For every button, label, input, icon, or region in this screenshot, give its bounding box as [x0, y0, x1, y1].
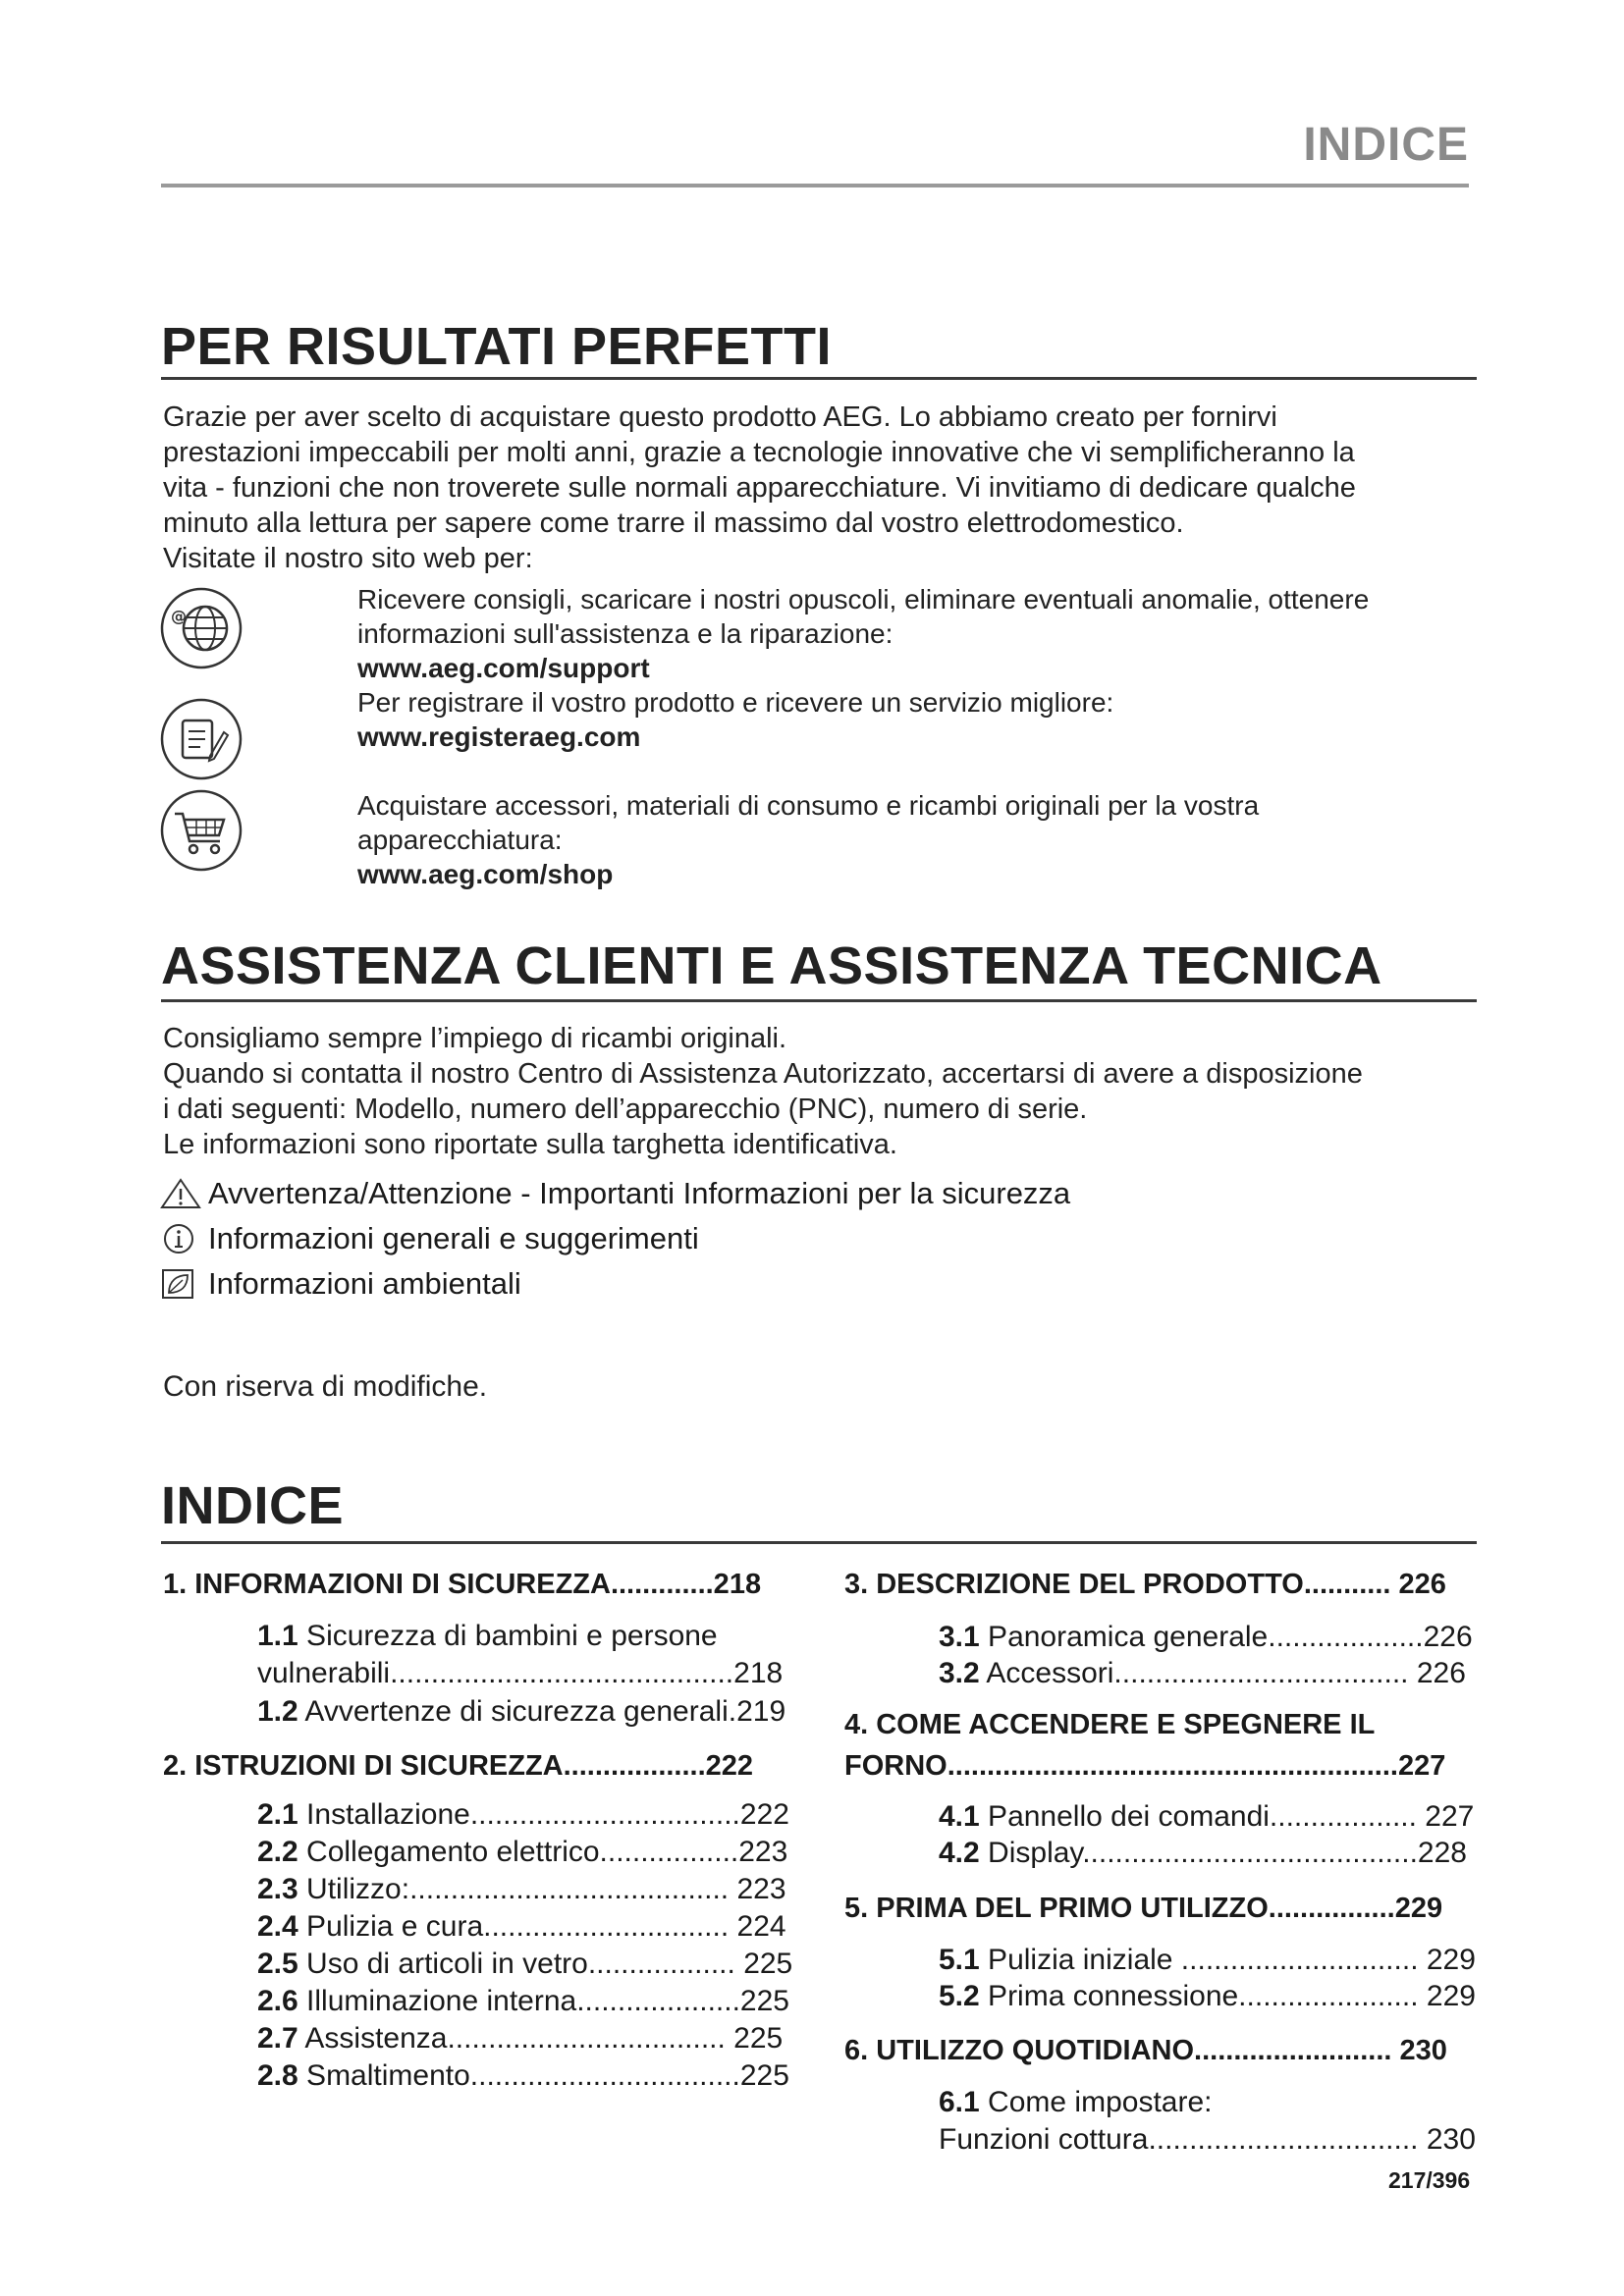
legend-info	[159, 1216, 1070, 1261]
intro-line: minuto alla lettura per sapere come trarre il massimo dal vostro elettrodomestico.	[163, 507, 1184, 539]
toc-chapter-4-cont[interactable]: FORNO.........................................................227	[844, 1750, 1446, 1782]
toc-chapter-6[interactable]: 6. UTILIZZO QUOTIDIANO......................... 230	[844, 2035, 1447, 2066]
register-line: Per registrare il vostro prodotto e ricevere un servizio migliore:	[357, 687, 1114, 718]
toc-num: 3.1	[939, 1621, 980, 1653]
toc-item-6-1-cont[interactable]: Funzioni cottura................................. 230	[939, 2123, 1476, 2156]
toc-chapter-5[interactable]: 5. PRIMA DEL PRIMO UTILIZZO................229	[844, 1893, 1443, 1924]
toc-chapter-2[interactable]: 2. ISTRUZIONI DI SICUREZZA..................222	[163, 1750, 754, 1782]
toc-chapter-3[interactable]: 3. DESCRIZIONE DEL PRODOTTO........... 226	[844, 1569, 1446, 1600]
toc-num: 1.1	[257, 1620, 298, 1652]
toc-num: 2.4	[257, 1910, 298, 1943]
toc-item-1-1[interactable]	[257, 1620, 718, 1653]
toc-text: Display.........................................228	[979, 1837, 1467, 1869]
toc-num: 6.1	[939, 2086, 980, 2118]
toc-item[interactable]	[257, 1910, 792, 1948]
svg-text:@: @	[171, 607, 187, 625]
toc-item[interactable]	[257, 1873, 792, 1910]
header-rule	[161, 184, 1469, 187]
warning-icon	[159, 1177, 202, 1210]
toc-num: 2.2	[257, 1836, 298, 1868]
toc-num: 1.2	[257, 1695, 298, 1728]
intro-line: vita - funzioni che non troverete sulle normali apparecchiature. Vi invitiamo di dedicare qualche	[163, 472, 1356, 504]
globe-icon	[159, 586, 244, 670]
toc-item-4-1[interactable]	[939, 1800, 1474, 1834]
toc-item-1-2[interactable]	[257, 1695, 785, 1729]
section-rule	[161, 1541, 1477, 1544]
info-icon	[159, 1222, 202, 1255]
section-rule	[161, 999, 1477, 1002]
toc-item-1-1-cont[interactable]: vulnerabili..........................................218	[257, 1657, 784, 1689]
toc-text: Illuminazione interna....................225	[298, 1985, 789, 2017]
toc-text: Pulizia iniziale ............................. 229	[979, 1944, 1476, 1976]
section-rule	[161, 377, 1477, 380]
intro-line: Grazie per aver scelto di acquistare questo prodotto AEG. Lo abbiamo creato per fornirvi	[163, 401, 1277, 433]
toc-num: 2.8	[257, 2059, 298, 2092]
toc-item-5-1[interactable]	[939, 1944, 1476, 1977]
toc-num: 2.7	[257, 2022, 298, 2055]
shop-block	[357, 788, 1259, 891]
support-line: informazioni sull'assistenza e la riparazione:	[357, 618, 893, 649]
shop-line: apparecchiatura:	[357, 825, 563, 855]
assistance-line: Consigliamo sempre l’impiego di ricambi originali.	[163, 1023, 787, 1054]
visit-line: Visitate il nostro sito web per:	[163, 543, 533, 574]
toc-text: Uso di articoli in vetro.................. 225	[298, 1948, 793, 1980]
support-link[interactable]: www.aeg.com/support	[357, 653, 650, 683]
toc-item-3-1[interactable]	[939, 1621, 1473, 1654]
toc-text: Assistenza.................................. 225	[298, 2022, 784, 2055]
assistance-line: Quando si contatta il nostro Centro di Assistenza Autorizzato, accertarsi di avere a disposizione	[163, 1058, 1363, 1090]
toc-num: 2.6	[257, 1985, 298, 2017]
legend-text: Informazioni ambientali	[208, 1266, 521, 1301]
support-block	[357, 582, 1369, 754]
register-link[interactable]: www.registeraeg.com	[357, 721, 641, 752]
shop-line: Acquistare accessori, materiali di consumo e ricambi originali per la vostra	[357, 790, 1260, 821]
register-icon	[159, 697, 244, 781]
toc-num: 2.1	[257, 1798, 298, 1831]
toc-text: Smaltimento.................................225	[298, 2059, 789, 2092]
section-title-assistance: ASSISTENZA CLIENTI E ASSISTENZA TECNICA	[161, 936, 1382, 995]
legend-environment	[159, 1261, 1070, 1307]
assistance-paragraph	[163, 1021, 1363, 1162]
legend-text: Avvertenza/Attenzione - Importanti Informazioni per la sicurezza	[208, 1176, 1071, 1210]
toc-num: 2.3	[257, 1873, 298, 1905]
shop-link[interactable]: www.aeg.com/shop	[357, 859, 614, 889]
toc-text: Installazione.................................222	[298, 1798, 789, 1831]
toc-chapter-4[interactable]: 4. COME ACCENDERE E SPEGNERE IL	[844, 1709, 1376, 1740]
toc-text: Come impostare:	[979, 2086, 1213, 2118]
assistance-line: Le informazioni sono riportate sulla targhetta identificativa.	[163, 1129, 897, 1160]
toc-item-6-1[interactable]	[939, 2086, 1212, 2119]
toc-item[interactable]	[257, 2059, 792, 2097]
toc-item-5-2[interactable]	[939, 1980, 1476, 2013]
support-line: Ricevere consigli, scaricare i nostri opuscoli, eliminare eventuali anomalie, ottenere	[357, 584, 1370, 614]
toc-item[interactable]	[257, 2022, 792, 2059]
toc-text: Pannello dei comandi.................. 227	[979, 1800, 1475, 1833]
legend-warning	[159, 1171, 1070, 1216]
modification-note: Con riserva di modifiche.	[163, 1370, 488, 1403]
leaf-icon	[159, 1267, 202, 1301]
section-title-index: INDICE	[161, 1476, 345, 1535]
toc-chapter-1[interactable]: 1. INFORMAZIONI DI SICUREZZA.............218	[163, 1569, 762, 1600]
toc-item[interactable]	[257, 1798, 792, 1836]
intro-line: prestazioni impeccabili per molti anni, grazie a tecnologie innovative che vi semplificheranno la	[163, 437, 1355, 468]
legend-text: Informazioni generali e suggerimenti	[208, 1221, 699, 1255]
toc-text: Prima connessione...................... 229	[979, 1980, 1476, 2012]
toc-item[interactable]	[257, 1985, 792, 2022]
toc-item-4-2[interactable]	[939, 1837, 1467, 1870]
toc-text: Avvertenze di sicurezza generali.219	[298, 1695, 786, 1728]
assistance-line: i dati seguenti: Modello, numero dell’apparecchio (PNC), numero di serie.	[163, 1094, 1088, 1125]
header-title: INDICE	[1303, 119, 1469, 171]
toc-num: 4.2	[939, 1837, 980, 1869]
toc-text: Utilizzo:....................................... 223	[298, 1873, 786, 1905]
toc-num: 2.5	[257, 1948, 298, 1980]
page-number: 217/396	[1388, 2167, 1471, 2193]
toc-item[interactable]	[257, 1836, 792, 1873]
toc-chapter-2-items	[257, 1798, 792, 2097]
toc-num: 5.1	[939, 1944, 980, 1976]
toc-text: Pulizia e cura.............................. 224	[298, 1910, 786, 1943]
toc-text: Panoramica generale...................226	[979, 1621, 1473, 1653]
intro-paragraph	[163, 400, 1356, 576]
toc-text: Collegamento elettrico.................223	[298, 1836, 788, 1868]
toc-text: Accessori.................................... 226	[979, 1657, 1466, 1689]
toc-num: 5.2	[939, 1980, 980, 2012]
legend-list	[159, 1171, 1070, 1307]
toc-item-3-2[interactable]	[939, 1657, 1466, 1690]
section-title-results: PER RISULTATI PERFETTI	[161, 317, 832, 376]
cart-icon	[159, 788, 244, 873]
toc-item[interactable]	[257, 1948, 792, 1985]
toc-text: Sicurezza di bambini e persone	[298, 1620, 718, 1652]
toc-num: 3.2	[939, 1657, 980, 1689]
toc-num: 4.1	[939, 1800, 980, 1833]
